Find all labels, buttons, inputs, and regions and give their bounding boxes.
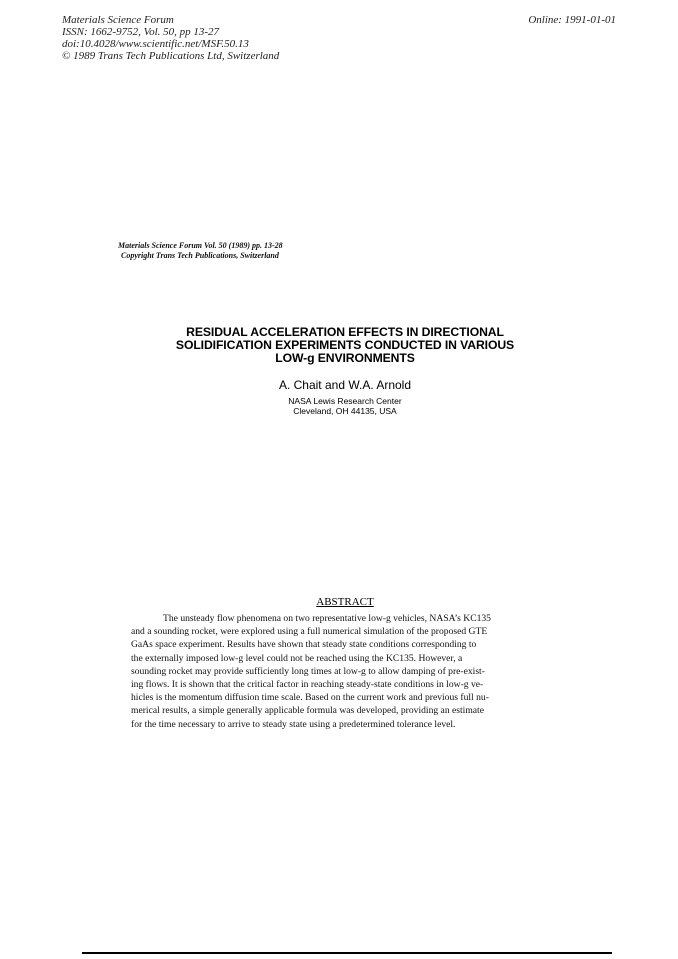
title-line: RESIDUAL ACCELERATION EFFECTS IN DIRECTIONAL — [186, 325, 504, 339]
abstract-line: sounding rocket may provide sufficiently long times at low-g to allow damping of pre-exist- — [131, 665, 485, 677]
copyright-line: © 1989 Trans Tech Publications Ltd, Switzerland — [62, 50, 280, 62]
issn-line: ISSN: 1662-9752, Vol. 50, pp 13-27 — [62, 26, 220, 38]
journal-name: Materials Science Forum — [62, 14, 174, 26]
abstract-line: GaAs space experiment. Results have shown that steady state conditions corresponding to — [131, 639, 477, 651]
abstract-line: The unsteady flow phenomena on two representative low-g vehicles, NASA’s KC135 — [163, 613, 491, 624]
abstract-heading: ABSTRACT — [316, 596, 374, 608]
title-line: SOLIDIFICATION EXPERIMENTS CONDUCTED IN VARIOUS — [175, 338, 515, 352]
abstract-body — [131, 612, 561, 731]
copyright-notice: Copyright Trans Tech Publications, Switzerland — [121, 251, 279, 260]
title-line: LOW-g ENVIRONMENTS — [275, 351, 415, 365]
abstract-line: and a sounding rocket, were explored using a full numerical simulation of the proposed GTE — [131, 626, 488, 638]
abstract-line: merical results, a simple generally applicable formula was developed, providing an estimate — [131, 705, 484, 717]
journal-reference — [118, 241, 283, 261]
abstract-line: the externally imposed low-g level could not be reached using the KC135. However, a — [131, 652, 463, 664]
affiliation-institution: NASA Lewis Research Center — [288, 396, 402, 406]
online-date: Online: 1991-01-01 — [528, 14, 616, 26]
abstract-line: hicles is the momentum diffusion time scale. Based on the current work and previous full nu- — [131, 692, 489, 704]
doi-line: doi:10.4028/www.scientific.net/MSF.50.13 — [62, 38, 249, 50]
authors: A. Chait and W.A. Arnold — [278, 378, 412, 392]
footer-rule — [82, 952, 612, 954]
abstract-line: ing flows. It is shown that the critical factor in reaching steady-state conditions in low-g ve- — [131, 679, 484, 691]
paper-title — [120, 326, 570, 365]
abstract-line: for the time necessary to arrive to steady state using a predetermined tolerance level. — [131, 718, 456, 730]
publication-header — [62, 14, 279, 62]
affiliation — [120, 396, 570, 416]
journal-reference-line: Materials Science Forum Vol. 50 (1989) pp. 13-28 — [118, 241, 283, 250]
affiliation-address: Cleveland, OH 44135, USA — [293, 406, 397, 416]
